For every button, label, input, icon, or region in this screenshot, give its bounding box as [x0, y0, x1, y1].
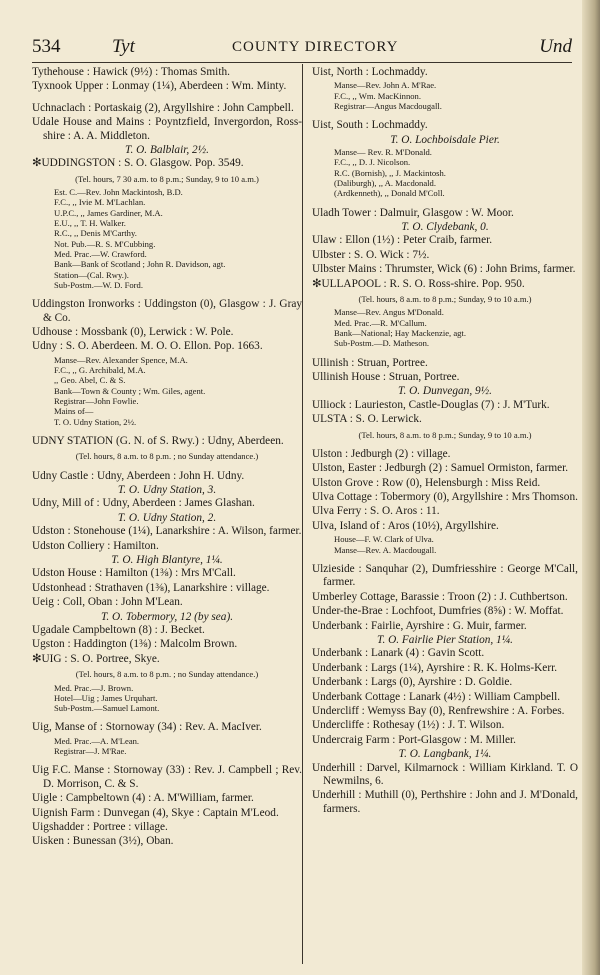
entry-detail-line: Registrar—John Fowlie. — [54, 395, 139, 406]
directory-entry: Undercliffe : Rothesay (1½) : J. T. Wilson. — [312, 719, 505, 732]
telegraph-hours-note: (Tel. hours, 8 a.m. to 8 p.m.; Sunday, 9 to 10 a.m.) — [358, 294, 532, 305]
entry-detail-line: Med. Prac.—J. Brown. — [54, 682, 134, 693]
directory-entry: Udstonhead : Strathaven (1⅜), Lanarkshire : village. — [32, 581, 270, 594]
directory-entry: ✻UIG : S. O. Portree, Skye. — [32, 652, 160, 665]
directory-entry: Ulzieside : Sanquhar (2), Dumfriesshire : George M'Call, farmer. — [312, 562, 578, 589]
directory-entry: Udny, Mill of : Udny, Aberdeen : James Glashan. — [32, 497, 255, 510]
directory-entry: Udston : Stonehouse (1¼), Lanarkshire : A. Wilson, farmer. — [32, 525, 302, 538]
entry-detail-line: Registrar—J. M'Rae. — [54, 746, 127, 757]
directory-entry: Ullinish House : Struan, Portree. — [312, 370, 460, 383]
header-rule — [32, 62, 572, 63]
directory-entry: Ulva Ferry : S. O. Aros : 11. — [312, 505, 440, 518]
entry-detail-line: T. O. Udny Station, 2½. — [54, 416, 137, 427]
directory-entry: Ulaw : Ellon (1½) : Peter Craib, farmer. — [312, 234, 493, 247]
telegraph-office-line: T. O. High Blantyre, 1¼. — [111, 553, 223, 566]
entry-detail-line: House—F. W. Clark of Ulva. — [334, 534, 434, 545]
telegraph-office-line: T. O. Udny Station, 2. — [117, 511, 217, 524]
entry-detail-line: Bank—Bank of Scotland ; John R. Davidson, agt. — [54, 259, 226, 270]
directory-entry: Tythehouse : Hawick (9½) : Thomas Smith. — [32, 66, 230, 78]
directory-entry: Ullinish : Struan, Portree. — [312, 356, 428, 369]
telegraph-office-line: T. O. Tobermory, 12 (by sea). — [100, 610, 234, 623]
telegraph-office-line: T. O. Lochboisdale Pier. — [390, 133, 500, 146]
directory-entry: Uist, North : Lochmaddy. — [312, 66, 428, 78]
entry-detail-line: F.C., ,, D. J. Nicolson. — [334, 157, 411, 168]
directory-entry: Udston Colliery : Hamilton. — [32, 539, 159, 552]
entry-detail-line: Med. Prac.—W. Crawford. — [54, 248, 147, 259]
page-number: 534 — [32, 36, 61, 57]
telegraph-office-line: T. O. Balblair, 2½. — [125, 144, 209, 157]
directory-entry: Ulston Grove : Row (0), Helensburgh : Miss Reid. — [312, 476, 541, 489]
directory-entry: Underbank Cottage : Lanark (4½) : William Campbell. — [312, 690, 561, 703]
telegraph-office-line: T. O. Udny Station, 3. — [117, 483, 217, 496]
directory-entry: Uist, South : Lochmaddy. — [312, 119, 428, 132]
entry-detail-line: F.C., ,, G. Archibald, M.A. — [54, 365, 146, 376]
directory-entry: Ueig : Coll, Oban : John M'Lean. — [32, 596, 183, 609]
entry-detail-line: Med. Prac.—A. M'Lean. — [54, 735, 140, 746]
directory-entry: Undercraig Farm : Port-Glasgow : M. Miller. — [312, 733, 516, 746]
left-column — [32, 66, 302, 850]
entry-detail-line: U.P.C., ,, James Gardiner, M.A. — [54, 207, 163, 218]
entry-detail-line: F.C., ,, Wm. MacKinnon. — [334, 90, 421, 101]
directory-entry: Ulston : Jedburgh (2) : village. — [312, 447, 451, 460]
directory-entry: Ugadale Campbeltown (8) : J. Becket. — [32, 623, 205, 636]
entry-detail-line: E.U., ,, T. H. Walker. — [54, 218, 126, 229]
directory-entry: Udston House : Hamilton (1⅜) : Mrs M'Call. — [32, 567, 236, 580]
entry-detail-line: Mains of— — [54, 406, 94, 417]
directory-entry: Ulston, Easter : Jedburgh (2) : Samuel Ormiston, farmer. — [312, 462, 569, 475]
directory-entry: Umberley Cottage, Barassie : Troon (2) : J. Cuthbertson. — [312, 590, 568, 603]
column-divider — [302, 64, 303, 964]
directory-entry: Tyxnook Upper : Lonmay (1¼), Aberdeen : Wm. Minty. — [32, 80, 287, 93]
directory-entry: Uigle : Campbeltown (4) : A. M'William, farmer. — [32, 792, 254, 805]
entry-detail-line: Station—(Cal. Rwy.). — [54, 269, 129, 280]
directory-entry: Ulva Cottage : Tobermory (0), Argyllshire : Mrs Thomson. — [312, 491, 578, 504]
entry-detail-line: Sub-Postm.—D. Matheson. — [334, 338, 430, 349]
telegraph-office-line: T. O. Fairlie Pier Station, 1¼. — [377, 633, 513, 646]
directory-entry: Uigshadder : Portree : village. — [32, 821, 168, 834]
directory-entry: Udny Castle : Udny, Aberdeen : John H. Udny. — [32, 469, 245, 482]
entry-detail-line: Manse— Rev. R. M'Donald. — [334, 147, 432, 158]
directory-entry: Underbank : Largs (1¼), Ayrshire : R. K. Holms-Kerr. — [312, 661, 558, 674]
directory-entry: Ulbster Mains : Thrumster, Wick (6) : John Brims, farmer. — [312, 263, 576, 276]
telegraph-hours-note: (Tel. hours, 7 30 a.m. to 8 p.m.; Sunday, 9 to 10 a.m.) — [75, 173, 259, 184]
directory-entry: Uddingston Ironworks : Uddingston (0), Glasgow : J. Gray & Co. — [32, 298, 302, 324]
entry-detail-line: R.C. (Bornish), ,, J. Mackintosh. — [334, 167, 446, 178]
directory-entry: ULSTA : S. O. Lerwick. — [312, 413, 422, 426]
directory-entry: Uig F.C. Manse : Stornoway (33) : Rev. J. Campbell ; Rev. D. Morrison, C. & S. — [32, 764, 302, 790]
directory-entry: Ulliock : Laurieston, Castle-Douglas (7) : J. M'Turk. — [312, 398, 550, 411]
entry-detail-line: F.C., ,, Ivie M. M'Lachlan. — [54, 197, 146, 208]
page-header — [32, 36, 572, 60]
entry-detail-line: Registrar—Angus Macdougall. — [334, 101, 442, 111]
entry-detail-line: Bank—National; Hay Mackenzie, agt. — [334, 327, 466, 338]
entry-detail-line: Hotel—Uig ; James Urquhart. — [54, 692, 158, 703]
directory-entry: Ulbster : S. O. Wick : 7½. — [312, 248, 430, 261]
telegraph-office-line: T. O. Langbank, 1¼. — [398, 748, 492, 761]
entry-detail-line: Manse—Rev. Alexander Spence, M.A. — [54, 354, 188, 365]
page-edge — [582, 0, 600, 975]
entry-detail-line: Manse—Rev. A. Macdougall. — [334, 544, 437, 555]
entry-detail-line: Not. Pub.—R. S. M'Cubbing. — [54, 238, 156, 249]
entry-detail-line: Est. C.—Rev. John Mackintosh, B.D. — [54, 187, 183, 198]
directory-entry: Ulva, Island of : Aros (10½), Argyllshire. — [312, 519, 499, 532]
directory-entry: Uignish Farm : Dunvegan (4), Skye : Captain M'Leod. — [32, 806, 279, 819]
directory-entry: Uladh Tower : Dalmuir, Glasgow : W. Moor. — [312, 206, 514, 219]
directory-entry: Udhouse : Mossbank (0), Lerwick : W. Pole. — [32, 325, 234, 338]
page-title: COUNTY DIRECTORY — [232, 39, 399, 55]
entry-detail-line: R.C., ,, Denis M'Carthy. — [54, 228, 137, 239]
directory-entry: Underbank : Lanark (4) : Gavin Scott. — [312, 647, 485, 660]
entry-detail-line: Sub-Postm.—Samuel Lamont. — [54, 703, 160, 714]
entry-detail-line: Sub-Postm.—W. D. Ford. — [54, 279, 143, 290]
entry-detail-line: ,, Geo. Abel, C. & S. — [54, 375, 126, 386]
header-left-word: Tyt — [112, 36, 135, 57]
directory-entry: Under-the-Brae : Lochfoot, Dumfries (8⅝) : W. Moffat. — [312, 605, 564, 618]
entry-detail-line: Manse—Rev. John A. M'Rae. — [334, 80, 437, 91]
header-right-word: Und — [539, 36, 572, 57]
entry-detail-line: (Ardkenneth), ,, Donald M'Coll. — [334, 188, 445, 199]
directory-entry: ✻ULLAPOOL : R. S. O. Ross-shire. Pop. 950. — [312, 277, 525, 290]
directory-entry: Underbank : Fairlie, Ayrshire : G. Muir, farmer. — [312, 619, 527, 632]
telegraph-office-line: T. O. Clydebank, 0. — [401, 221, 489, 233]
telegraph-hours-note: (Tel. hours, 8 a.m. to 8 p.m. ; no Sunday attendance.) — [75, 451, 259, 462]
directory-entry: Underbank : Largs (0), Ayrshire : D. Goldie. — [312, 676, 513, 689]
entry-detail-line: (Daliburgh), ,, A. Macdonald. — [334, 178, 436, 188]
directory-entry: Underhill : Darvel, Kilmarnock : William Kirkland. T. O Newmilns, 6. — [312, 761, 578, 787]
directory-entry: UDNY STATION (G. N. of S. Rwy.) : Udny, Aberdeen. — [32, 434, 284, 447]
directory-entry: Udale House and Mains : Poyntzfield, Invergordon, Ross-shire : A. A. Middleton. — [32, 116, 302, 142]
telegraph-hours-note: (Tel. hours, 8 a.m. to 8 p.m. ; no Sunday attendance.) — [75, 669, 259, 680]
directory-entry: Undercliff : Wemyss Bay (0), Renfrewshire : A. Forbes. — [312, 704, 565, 717]
directory-entry: Uchnaclach : Portaskaig (2), Argyllshire : John Campbell. — [32, 101, 294, 114]
directory-entry: Uig, Manse of : Stornoway (34) : Rev. A. MacIver. — [32, 721, 262, 734]
right-column — [312, 66, 578, 817]
entry-detail-line: Med. Prac.—R. M'Callum. — [334, 317, 427, 328]
entry-detail-line: Manse—Rev. Angus M'Donald. — [334, 307, 444, 318]
directory-entry: Uisken : Bunessan (3½), Oban. — [32, 835, 174, 848]
telegraph-hours-note: (Tel. hours, 8 a.m. to 8 p.m.; Sunday, 9 to 10 a.m.) — [358, 429, 532, 440]
directory-entry: ✻UDDINGSTON : S. O. Glasgow. Pop. 3549. — [32, 157, 244, 170]
directory-entry: Underhill : Muthill (0), Perthshire : John and J. M'Donald, farmers. — [312, 789, 578, 815]
telegraph-office-line: T. O. Dunvegan, 9½. — [398, 385, 492, 398]
entry-detail-line: Bank—Town & County ; Wm. Giles, agent. — [54, 385, 206, 396]
directory-entry: Udny : S. O. Aberdeen. M. O. O. Ellon. Pop. 1663. — [32, 340, 263, 353]
directory-entry: Ugston : Haddington (1⅜) : Malcolm Brown. — [32, 638, 238, 651]
